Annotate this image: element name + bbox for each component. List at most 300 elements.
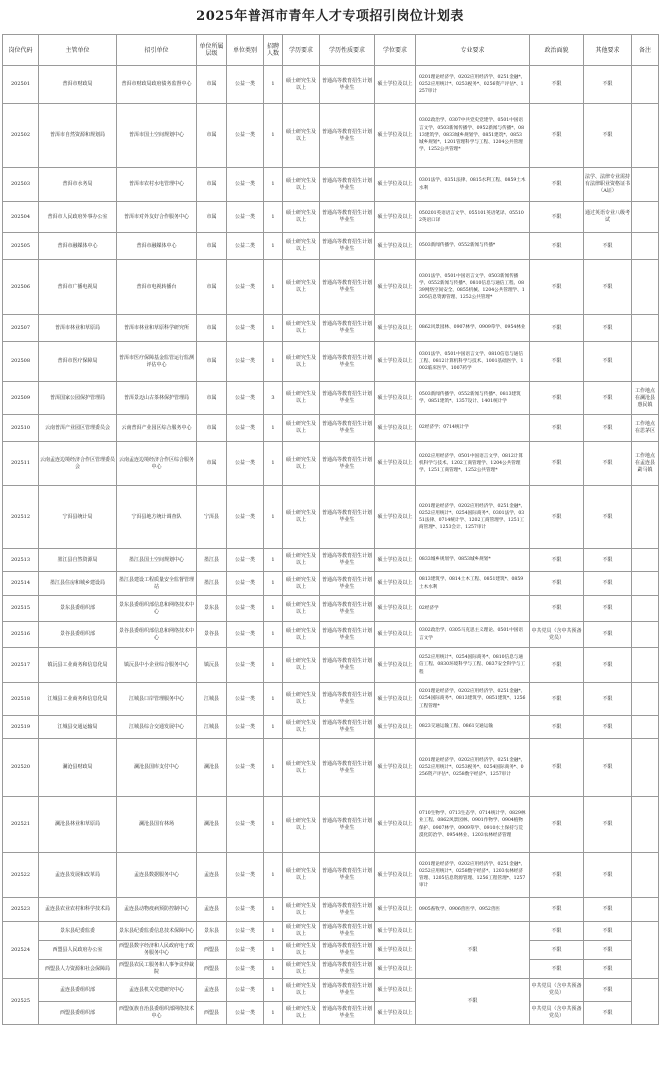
column-header: 招聘人数 <box>264 35 283 66</box>
table-row <box>3 342 659 382</box>
other-requirement: 不限 <box>584 66 632 104</box>
other-requirement: 不限 <box>584 382 632 415</box>
hire-count: 1 <box>264 898 283 922</box>
remark <box>632 486 659 549</box>
position-code: 202506 <box>3 260 39 315</box>
education-nature: 普通高等教育招生计划毕业生 <box>320 104 375 168</box>
recruiting-unit: 景东县委组织部信息和网络技术中心 <box>117 596 197 622</box>
degree-requirement: 硕士学位及以上 <box>375 797 416 853</box>
degree-requirement: 硕士学位及以上 <box>375 683 416 716</box>
supervising-dept: 普洱市林业和草原局 <box>39 315 117 342</box>
other-requirement: 不限 <box>584 898 632 922</box>
political-status: 不限 <box>530 572 584 596</box>
remark: 工作地点在思茅区 <box>632 415 659 442</box>
education-requirement: 硕士研究生及以上 <box>283 549 320 572</box>
education-nature: 普通高等教育招生计划毕业生 <box>320 797 375 853</box>
unit-type: 公益一类 <box>227 648 264 683</box>
table-row <box>3 572 659 596</box>
degree-requirement: 硕士学位及以上 <box>375 648 416 683</box>
table-row <box>3 797 659 853</box>
hire-count: 1 <box>264 260 283 315</box>
remark <box>632 233 659 260</box>
major-requirement: 0823交通运输工程、0861交通运输 <box>416 716 530 739</box>
major-requirement: 0862风景园林、0907林学、0909草学、0954林业 <box>416 315 530 342</box>
remark <box>632 260 659 315</box>
table-row <box>3 202 659 233</box>
degree-requirement: 硕士学位及以上 <box>375 66 416 104</box>
remark: 工作地点在澜沧县惠民镇 <box>632 382 659 415</box>
political-status: 不限 <box>530 104 584 168</box>
unit-type: 公益一类 <box>227 168 264 202</box>
hire-count: 3 <box>264 382 283 415</box>
table-row <box>3 260 659 315</box>
table-row <box>3 716 659 739</box>
remark <box>632 797 659 853</box>
supervising-dept: 普洱市财政局 <box>39 66 117 104</box>
education-requirement: 硕士研究生及以上 <box>283 941 320 960</box>
education-nature: 普通高等教育招生计划毕业生 <box>320 315 375 342</box>
recruiting-unit: 孟连县数据服务中心 <box>117 853 197 898</box>
supervising-dept: 普洱市广播电视局 <box>39 260 117 315</box>
major-requirement: 不限 <box>416 922 530 979</box>
position-code: 202518 <box>3 683 39 716</box>
unit-level: 市属 <box>197 415 227 442</box>
table-row <box>3 960 659 979</box>
education-nature: 普通高等教育招生计划毕业生 <box>320 648 375 683</box>
remark <box>632 853 659 898</box>
supervising-dept: 墨江县自然资源局 <box>39 549 117 572</box>
recruiting-unit: 普洱市电视转播台 <box>117 260 197 315</box>
unit-level: 孟连县 <box>197 898 227 922</box>
supervising-dept: 普洱市自然资源和规划局 <box>39 104 117 168</box>
recruiting-unit: 普洱市医疗保障基金监管运行监测评估中心 <box>117 342 197 382</box>
remark <box>632 168 659 202</box>
supervising-dept: 普洱市水务局 <box>39 168 117 202</box>
unit-level: 市属 <box>197 168 227 202</box>
position-code: 202514 <box>3 572 39 596</box>
recruiting-unit: 墨江县建设工程质量安全监督管理站 <box>117 572 197 596</box>
remark <box>632 66 659 104</box>
table-row <box>3 622 659 648</box>
hire-count: 1 <box>264 104 283 168</box>
unit-level: 澜沧县 <box>197 797 227 853</box>
table-body <box>3 66 659 1025</box>
unit-type: 公益一类 <box>227 716 264 739</box>
recruiting-unit: 宁洱县地方统计调查队 <box>117 486 197 549</box>
education-requirement: 硕士研究生及以上 <box>283 315 320 342</box>
hire-count: 1 <box>264 739 283 797</box>
hire-count: 1 <box>264 315 283 342</box>
major-requirement: 02经济学 <box>416 596 530 622</box>
remark <box>632 342 659 382</box>
unit-type: 公益一类 <box>227 596 264 622</box>
position-code: 202515 <box>3 596 39 622</box>
table-row <box>3 549 659 572</box>
education-nature: 普通高等教育招生计划毕业生 <box>320 572 375 596</box>
education-requirement: 硕士研究生及以上 <box>283 596 320 622</box>
degree-requirement: 硕士学位及以上 <box>375 260 416 315</box>
unit-type: 公益一类 <box>227 960 264 979</box>
degree-requirement: 硕士学位及以上 <box>375 382 416 415</box>
supervising-dept: 西盟县人力资源和社会保障局 <box>39 960 117 979</box>
major-requirement: 0301法学、0501中国语言文学、0810信息与通信工程、0812计算机科学与技术、1001基础医学、1002临床医学、1007药学 <box>416 342 530 382</box>
major-requirement: 0201理论经济学、0202应用经济学、0251金融*、0252应用统计*、0253税务*、0256资产评估*、1257审计 <box>416 66 530 104</box>
supervising-dept: 宁洱县统计局 <box>39 486 117 549</box>
supervising-dept: 云南普洱产业园区管理委员会 <box>39 415 117 442</box>
table-row <box>3 941 659 960</box>
education-requirement: 硕士研究生及以上 <box>283 648 320 683</box>
political-status: 不限 <box>530 683 584 716</box>
education-requirement: 硕士研究生及以上 <box>283 979 320 1002</box>
education-nature: 普通高等教育招生计划毕业生 <box>320 716 375 739</box>
hire-count: 1 <box>264 683 283 716</box>
unit-level: 宁洱县 <box>197 486 227 549</box>
remark <box>632 739 659 797</box>
education-nature: 普通高等教育招生计划毕业生 <box>320 683 375 716</box>
education-nature: 普通高等教育招生计划毕业生 <box>320 922 375 941</box>
column-header: 单位类别 <box>227 35 264 66</box>
table-row <box>3 315 659 342</box>
degree-requirement: 硕士学位及以上 <box>375 572 416 596</box>
education-requirement: 硕士研究生及以上 <box>283 66 320 104</box>
table-row <box>3 382 659 415</box>
table-row <box>3 233 659 260</box>
supervising-dept: 普洱市人民政府外事办公室 <box>39 202 117 233</box>
other-requirement: 不限 <box>584 549 632 572</box>
recruiting-unit: 云南孟连边境经济合作区综合服务中心 <box>117 442 197 486</box>
hire-count: 1 <box>264 797 283 853</box>
position-code: 202509 <box>3 382 39 415</box>
hire-count: 1 <box>264 202 283 233</box>
hire-count: 1 <box>264 1002 283 1025</box>
education-nature: 普通高等教育招生计划毕业生 <box>320 549 375 572</box>
other-requirement: 不限 <box>584 979 632 1002</box>
political-status: 中共党员（含中共预备党员） <box>530 979 584 1002</box>
education-requirement: 硕士研究生及以上 <box>283 922 320 941</box>
political-status: 不限 <box>530 648 584 683</box>
education-requirement: 硕士研究生及以上 <box>283 797 320 853</box>
unit-type: 公益一类 <box>227 572 264 596</box>
major-requirement: 0302政治学、0307中共党史党建学、0501中国语言文学、0503新闻传播学、0952新闻与传播*、0813建筑学、0833城乡规划学、0851建筑*、0853城乡规划*、1201管理科学与工程、1204公共管理学、1252公共管理* <box>416 104 530 168</box>
position-code: 202525 <box>3 979 39 1025</box>
position-code: 202510 <box>3 415 39 442</box>
political-status: 不限 <box>530 442 584 486</box>
position-code: 202516 <box>3 622 39 648</box>
major-requirement: 0302政治学、0305马克思主义理论、0501中国语言文学 <box>416 622 530 648</box>
political-status: 不限 <box>530 853 584 898</box>
degree-requirement: 硕士学位及以上 <box>375 596 416 622</box>
other-requirement: 不限 <box>584 342 632 382</box>
unit-type: 公益一类 <box>227 202 264 233</box>
education-nature: 普通高等教育招生计划毕业生 <box>320 739 375 797</box>
column-header: 学历要求 <box>283 35 320 66</box>
political-status: 不限 <box>530 415 584 442</box>
education-requirement: 硕士研究生及以上 <box>283 168 320 202</box>
unit-type: 公益一类 <box>227 622 264 648</box>
supervising-dept: 孟连县委组织部 <box>39 979 117 1002</box>
column-header: 岗位代码 <box>3 35 39 66</box>
recruiting-unit: 普洱市融媒体中心 <box>117 233 197 260</box>
other-requirement: 法学、法律专业需持有法律职业资格证书（A证） <box>584 168 632 202</box>
other-requirement: 不限 <box>584 622 632 648</box>
degree-requirement: 硕士学位及以上 <box>375 233 416 260</box>
unit-level: 市属 <box>197 233 227 260</box>
unit-level: 景谷县 <box>197 622 227 648</box>
supervising-dept: 江城县工业商务和信息化局 <box>39 683 117 716</box>
hire-count: 1 <box>264 622 283 648</box>
unit-type: 公益二类 <box>227 233 264 260</box>
education-nature: 普通高等教育招生计划毕业生 <box>320 342 375 382</box>
political-status: 不限 <box>530 898 584 922</box>
education-nature: 普通高等教育招生计划毕业生 <box>320 486 375 549</box>
major-requirement: 0202应用经济学、0501中国语言文学、0812计算机科学与技术、1202工商管理学、1204公共管理学、1251工商管理*、1252公共管理* <box>416 442 530 486</box>
position-code: 202519 <box>3 716 39 739</box>
position-code: 202521 <box>3 797 39 853</box>
remark <box>632 898 659 922</box>
other-requirement: 不限 <box>584 315 632 342</box>
other-requirement: 不限 <box>584 442 632 486</box>
hire-count: 1 <box>264 648 283 683</box>
header-row <box>3 35 659 66</box>
table-row <box>3 415 659 442</box>
political-status: 不限 <box>530 486 584 549</box>
education-requirement: 硕士研究生及以上 <box>283 960 320 979</box>
education-requirement: 硕士研究生及以上 <box>283 442 320 486</box>
table-row <box>3 898 659 922</box>
unit-level: 景东县 <box>197 596 227 622</box>
unit-level: 墨江县 <box>197 572 227 596</box>
major-requirement: 0503新闻传播学、0552新闻与传播* <box>416 233 530 260</box>
education-requirement: 硕士研究生及以上 <box>283 382 320 415</box>
education-requirement: 硕士研究生及以上 <box>283 898 320 922</box>
table-row <box>3 683 659 716</box>
supervising-dept: 景东县委组织部 <box>39 596 117 622</box>
hire-count: 1 <box>264 572 283 596</box>
degree-requirement: 硕士学位及以上 <box>375 739 416 797</box>
other-requirement: 不限 <box>584 260 632 315</box>
other-requirement: 不限 <box>584 596 632 622</box>
education-requirement: 硕士研究生及以上 <box>283 739 320 797</box>
education-nature: 普通高等教育招生计划毕业生 <box>320 415 375 442</box>
unit-type: 公益一类 <box>227 486 264 549</box>
degree-requirement: 硕士学位及以上 <box>375 853 416 898</box>
position-code: 202507 <box>3 315 39 342</box>
unit-level: 孟连县 <box>197 979 227 1002</box>
political-status: 不限 <box>530 716 584 739</box>
degree-requirement: 硕士学位及以上 <box>375 979 416 1002</box>
political-status: 不限 <box>530 596 584 622</box>
education-requirement: 硕士研究生及以上 <box>283 622 320 648</box>
supervising-dept: 景东县纪委监委 <box>39 922 117 941</box>
unit-type: 公益一类 <box>227 1002 264 1025</box>
table-row <box>3 596 659 622</box>
unit-level: 市属 <box>197 315 227 342</box>
recruiting-unit: 西盟县数字经济和人民政府电子政务服务中心 <box>117 941 197 960</box>
column-header: 其他要求 <box>584 35 632 66</box>
degree-requirement: 硕士学位及以上 <box>375 1002 416 1025</box>
other-requirement: 不限 <box>584 572 632 596</box>
political-status: 不限 <box>530 168 584 202</box>
remark <box>632 979 659 1025</box>
position-code: 202511 <box>3 442 39 486</box>
other-requirement: 不限 <box>584 415 632 442</box>
position-code: 202503 <box>3 168 39 202</box>
degree-requirement: 硕士学位及以上 <box>375 168 416 202</box>
supervising-dept: 澜沧县财政局 <box>39 739 117 797</box>
table-row <box>3 739 659 797</box>
education-nature: 普通高等教育招生计划毕业生 <box>320 168 375 202</box>
remark <box>632 202 659 233</box>
unit-level: 市属 <box>197 342 227 382</box>
other-requirement: 不限 <box>584 941 632 960</box>
education-requirement: 硕士研究生及以上 <box>283 683 320 716</box>
recruiting-unit: 普洱市财政局政府债务监督中心 <box>117 66 197 104</box>
position-code: 202505 <box>3 233 39 260</box>
political-status: 不限 <box>530 202 584 233</box>
supervising-dept: 孟连县发展和改革局 <box>39 853 117 898</box>
unit-type: 公益一类 <box>227 922 264 941</box>
unit-type: 公益一类 <box>227 979 264 1002</box>
political-status: 不限 <box>530 66 584 104</box>
degree-requirement: 硕士学位及以上 <box>375 104 416 168</box>
major-requirement: 0503新闻传播学、0552新闻与传播*、0813建筑学、0851建筑*、1357设计、1401统计学 <box>416 382 530 415</box>
major-requirement: 0301法学、0351法律、0815水利工程、0859土木水利 <box>416 168 530 202</box>
position-code: 202524 <box>3 922 39 979</box>
education-requirement: 硕士研究生及以上 <box>283 260 320 315</box>
hire-count: 1 <box>264 442 283 486</box>
unit-type: 公益一类 <box>227 104 264 168</box>
column-header: 专业要求 <box>416 35 530 66</box>
supervising-dept: 普洱市医疗保障局 <box>39 342 117 382</box>
recruiting-unit: 普洱市国土空间规划中心 <box>117 104 197 168</box>
unit-type: 公益一类 <box>227 382 264 415</box>
education-nature: 普通高等教育招生计划毕业生 <box>320 233 375 260</box>
recruiting-unit: 西盟县农民工服务和人事争议仲裁院 <box>117 960 197 979</box>
other-requirement: 不限 <box>584 960 632 979</box>
table-row <box>3 1002 659 1025</box>
table-row <box>3 442 659 486</box>
job-plan-table <box>2 34 659 1025</box>
column-header: 主管单位 <box>39 35 117 66</box>
unit-level: 市属 <box>197 442 227 486</box>
hire-count: 1 <box>264 853 283 898</box>
unit-type: 公益一类 <box>227 260 264 315</box>
education-nature: 普通高等教育招生计划毕业生 <box>320 596 375 622</box>
political-status: 不限 <box>530 960 584 979</box>
other-requirement: 不限 <box>584 853 632 898</box>
unit-level: 澜沧县 <box>197 739 227 797</box>
hire-count: 1 <box>264 233 283 260</box>
table-row <box>3 648 659 683</box>
remark: 工作地点在孟连县勐马镇 <box>632 442 659 486</box>
unit-type: 公益一类 <box>227 415 264 442</box>
recruiting-unit: 澜沧县国库支付中心 <box>117 739 197 797</box>
unit-level: 墨江县 <box>197 549 227 572</box>
major-requirement: 0905畜牧学、0906兽医学、0952兽医 <box>416 898 530 922</box>
supervising-dept: 景谷县委组织部 <box>39 622 117 648</box>
recruiting-unit: 云南普洱产业园区综合服务中心 <box>117 415 197 442</box>
political-status: 不限 <box>530 549 584 572</box>
unit-type: 公益一类 <box>227 683 264 716</box>
unit-type: 公益一类 <box>227 853 264 898</box>
column-header: 政治面貌 <box>530 35 584 66</box>
degree-requirement: 硕士学位及以上 <box>375 922 416 941</box>
hire-count: 1 <box>264 415 283 442</box>
major-requirement: 050201英语语言文学、055101英语笔译、055102英语口译 <box>416 202 530 233</box>
table-row <box>3 922 659 941</box>
remark <box>632 683 659 716</box>
other-requirement: 不限 <box>584 104 632 168</box>
supervising-dept: 墨江县住房和城乡建设局 <box>39 572 117 596</box>
hire-count: 1 <box>264 596 283 622</box>
position-code: 202501 <box>3 66 39 104</box>
supervising-dept: 普洱国家公园保护管理局 <box>39 382 117 415</box>
major-requirement: 0833城乡规划学、0853城乡规划* <box>416 549 530 572</box>
unit-level: 景东县 <box>197 922 227 941</box>
position-code: 202508 <box>3 342 39 382</box>
remark <box>632 549 659 572</box>
hire-count: 1 <box>264 941 283 960</box>
other-requirement: 不限 <box>584 233 632 260</box>
major-requirement: 02经济学；0714统计学 <box>416 415 530 442</box>
unit-type: 公益一类 <box>227 941 264 960</box>
unit-type: 公益一类 <box>227 739 264 797</box>
education-nature: 普通高等教育招生计划毕业生 <box>320 382 375 415</box>
table-row <box>3 979 659 1002</box>
unit-type: 公益一类 <box>227 315 264 342</box>
position-code: 202522 <box>3 853 39 898</box>
table-row <box>3 66 659 104</box>
education-nature: 普通高等教育招生计划毕业生 <box>320 202 375 233</box>
supervising-dept: 西盟县委组织部 <box>39 1002 117 1025</box>
hire-count: 1 <box>264 979 283 1002</box>
other-requirement: 通过英语专业八级考试 <box>584 202 632 233</box>
unit-level: 镇沅县 <box>197 648 227 683</box>
table-row <box>3 486 659 549</box>
unit-level: 西盟县 <box>197 941 227 960</box>
other-requirement: 不限 <box>584 716 632 739</box>
position-code: 202502 <box>3 104 39 168</box>
education-nature: 普通高等教育招生计划毕业生 <box>320 898 375 922</box>
unit-level: 西盟县 <box>197 1002 227 1025</box>
remark <box>632 572 659 596</box>
recruiting-unit: 景谷县委组织部信息和网络技术中心 <box>117 622 197 648</box>
hire-count: 1 <box>264 342 283 382</box>
hire-count: 1 <box>264 960 283 979</box>
unit-level: 西盟县 <box>197 960 227 979</box>
political-status: 不限 <box>530 315 584 342</box>
political-status: 不限 <box>530 941 584 960</box>
hire-count: 1 <box>264 168 283 202</box>
position-code: 202504 <box>3 202 39 233</box>
education-nature: 普通高等教育招生计划毕业生 <box>320 853 375 898</box>
unit-type: 公益一类 <box>227 66 264 104</box>
unit-level: 市属 <box>197 382 227 415</box>
remark <box>632 716 659 739</box>
hire-count: 1 <box>264 66 283 104</box>
hire-count: 1 <box>264 486 283 549</box>
unit-level: 市属 <box>197 104 227 168</box>
degree-requirement: 硕士学位及以上 <box>375 716 416 739</box>
other-requirement: 不限 <box>584 739 632 797</box>
unit-level: 江城县 <box>197 683 227 716</box>
education-nature: 普通高等教育招生计划毕业生 <box>320 260 375 315</box>
recruiting-unit: 西盟佤族自治县委组织部网络技术中心 <box>117 1002 197 1025</box>
education-requirement: 硕士研究生及以上 <box>283 853 320 898</box>
unit-type: 公益一类 <box>227 549 264 572</box>
recruiting-unit: 普洱市林业和草原科学研究所 <box>117 315 197 342</box>
recruiting-unit: 墨江县国土空间规划中心 <box>117 549 197 572</box>
